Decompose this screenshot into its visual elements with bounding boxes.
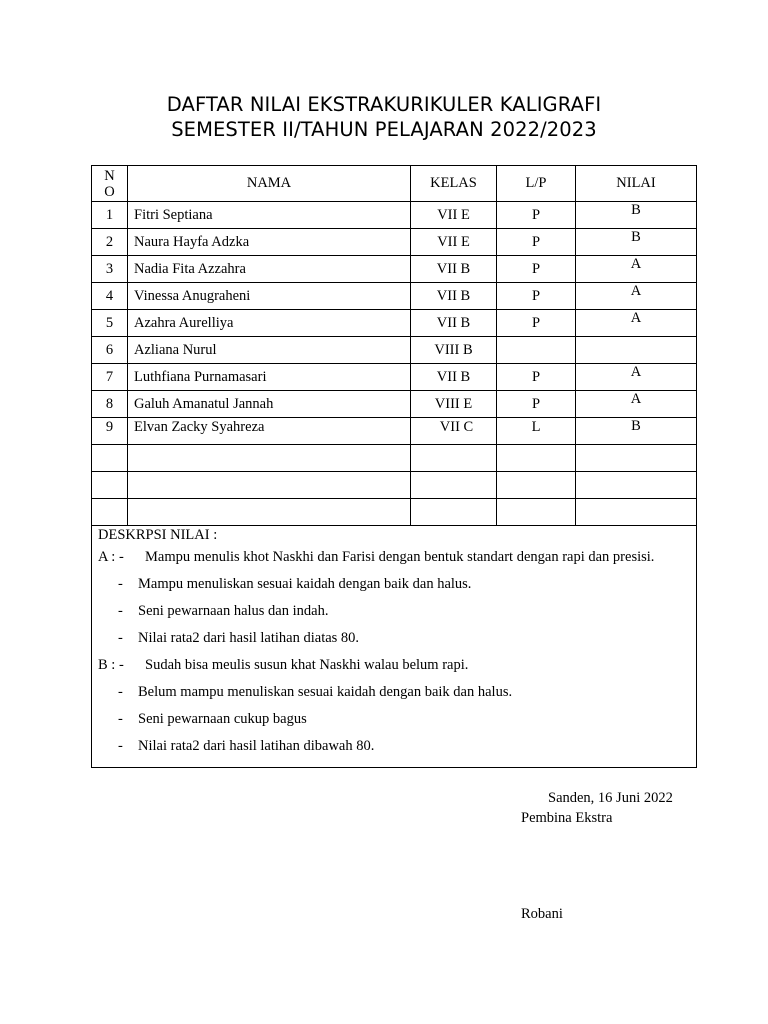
cell-kelas: VII E <box>411 202 497 229</box>
header-no-line1: N <box>104 167 115 184</box>
empty-cell <box>576 472 697 499</box>
table-row <box>92 202 697 229</box>
grade-b-item-text: Seni pewarnaan cukup bagus <box>138 711 307 727</box>
cell-nama: Elvan Zacky Syahreza <box>128 418 411 445</box>
cell-nilai: A <box>576 256 697 283</box>
dash-bullet: - <box>118 711 123 727</box>
cell-no: 4 <box>92 283 128 310</box>
header-nilai: NILAI <box>576 166 697 202</box>
empty-cell <box>92 445 128 472</box>
cell-nama: Naura Hayfa Adzka <box>128 229 411 256</box>
table-row <box>92 283 697 310</box>
empty-cell <box>411 499 497 526</box>
cell-lp: P <box>497 229 576 256</box>
cell-lp: P <box>497 283 576 310</box>
grade-a-item-text: Nilai rata2 dari hasil latihan diatas 80. <box>138 630 360 646</box>
empty-cell <box>576 445 697 472</box>
header-no <box>92 166 128 202</box>
empty-cell <box>576 499 697 526</box>
cell-lp: P <box>497 310 576 337</box>
cell-nilai: A <box>576 283 697 310</box>
cell-no: 3 <box>92 256 128 283</box>
grade-a-item-text: Seni pewarnaan halus dan indah. <box>138 603 329 619</box>
grades-table <box>91 165 697 768</box>
cell-nilai: A <box>576 391 697 418</box>
cell-nilai: A <box>576 364 697 391</box>
table-row <box>92 364 697 391</box>
cell-lp: P <box>497 391 576 418</box>
cell-kelas: VII B <box>411 283 497 310</box>
cell-lp: L <box>497 418 576 445</box>
cell-nilai: B <box>576 418 697 445</box>
empty-cell <box>497 472 576 499</box>
cell-no: 5 <box>92 310 128 337</box>
grade-b-item <box>98 733 690 760</box>
empty-cell <box>128 499 411 526</box>
header-no-line2: O <box>104 183 115 200</box>
cell-nama: Fitri Septiana <box>128 202 411 229</box>
cell-nama: Luthfiana Purnamasari <box>128 364 411 391</box>
cell-nama: Azahra Aurelliya <box>128 310 411 337</box>
table-row <box>92 310 697 337</box>
header-nama: NAMA <box>128 166 411 202</box>
header-kelas: KELAS <box>411 166 497 202</box>
cell-kelas: VII B <box>411 364 497 391</box>
cell-no: 2 <box>92 229 128 256</box>
signature-place-date: Sanden, 16 Juni 2022 <box>548 790 673 806</box>
empty-cell <box>128 472 411 499</box>
cell-kelas: VII B <box>411 256 497 283</box>
cell-nilai: B <box>576 229 697 256</box>
table-row <box>92 418 697 445</box>
cell-nama: Azliana Nurul <box>128 337 411 364</box>
cell-kelas: VIII B <box>411 337 497 364</box>
empty-row <box>92 472 697 499</box>
grade-a-item <box>98 571 690 598</box>
description-row <box>92 526 697 768</box>
cell-kelas: VII E <box>411 229 497 256</box>
empty-cell <box>128 445 411 472</box>
dash-bullet: - <box>118 576 123 592</box>
description-title: DESKRPSI NILAI : <box>98 527 218 543</box>
empty-cell <box>497 499 576 526</box>
grade-a-description <box>98 544 690 571</box>
cell-no: 7 <box>92 364 128 391</box>
title-line-2: SEMESTER II/TAHUN PELAJARAN 2022/2023 <box>171 118 597 141</box>
grade-b-label: B : - <box>98 657 124 673</box>
table-header-row <box>92 166 697 202</box>
grade-description <box>92 526 697 768</box>
cell-nilai <box>576 337 697 364</box>
grade-b-item-text: Nilai rata2 dari hasil latihan dibawah 80. <box>138 738 375 754</box>
title-line-1: DAFTAR NILAI EKSTRAKURIKULER KALIGRAFI <box>166 93 602 116</box>
signature-role: Pembina Ekstra <box>521 810 613 826</box>
empty-row <box>92 445 697 472</box>
empty-cell <box>92 499 128 526</box>
cell-nilai: A <box>576 310 697 337</box>
empty-cell <box>497 445 576 472</box>
document-title <box>0 92 768 142</box>
cell-nilai: B <box>576 202 697 229</box>
grade-a-label: A : - <box>98 549 124 565</box>
cell-nama: Nadia Fita Azzahra <box>128 256 411 283</box>
dash-bullet: - <box>118 603 123 619</box>
cell-no: 9 <box>92 418 128 445</box>
grade-b-item <box>98 706 690 733</box>
empty-cell <box>92 472 128 499</box>
table-row <box>92 391 697 418</box>
empty-row <box>92 499 697 526</box>
grade-a-item <box>98 625 690 652</box>
cell-kelas: VII B <box>411 310 497 337</box>
cell-nama: Vinessa Anugraheni <box>128 283 411 310</box>
cell-kelas: VII C <box>411 418 497 445</box>
empty-cell <box>411 472 497 499</box>
grade-a-item <box>98 598 690 625</box>
cell-lp: P <box>497 364 576 391</box>
cell-lp: P <box>497 256 576 283</box>
table-row <box>92 337 697 364</box>
empty-cell <box>411 445 497 472</box>
table-row <box>92 229 697 256</box>
grade-a-text: Mampu menulis khot Naskhi dan Farisi dengan bentuk standart dengan rapi dan presisi. <box>145 549 655 565</box>
cell-lp: P <box>497 202 576 229</box>
signature-name: Robani <box>521 906 563 922</box>
cell-nama: Galuh Amanatul Jannah <box>128 391 411 418</box>
grade-a-item-text: Mampu menuliskan sesuai kaidah dengan baik dan halus. <box>138 576 472 592</box>
header-lp: L/P <box>497 166 576 202</box>
grade-b-text: Sudah bisa meulis susun khat Naskhi walau belum rapi. <box>145 657 469 673</box>
dash-bullet: - <box>118 684 123 700</box>
dash-bullet: - <box>118 738 123 754</box>
cell-no: 1 <box>92 202 128 229</box>
cell-lp <box>497 337 576 364</box>
cell-kelas: VIII E <box>411 391 497 418</box>
cell-no: 6 <box>92 337 128 364</box>
cell-no: 8 <box>92 391 128 418</box>
table-row <box>92 256 697 283</box>
dash-bullet: - <box>118 630 123 646</box>
grade-b-item <box>98 679 690 706</box>
grade-b-item-text: Belum mampu menuliskan sesuai kaidah dengan baik dan halus. <box>138 684 513 700</box>
grade-b-description <box>98 652 690 679</box>
